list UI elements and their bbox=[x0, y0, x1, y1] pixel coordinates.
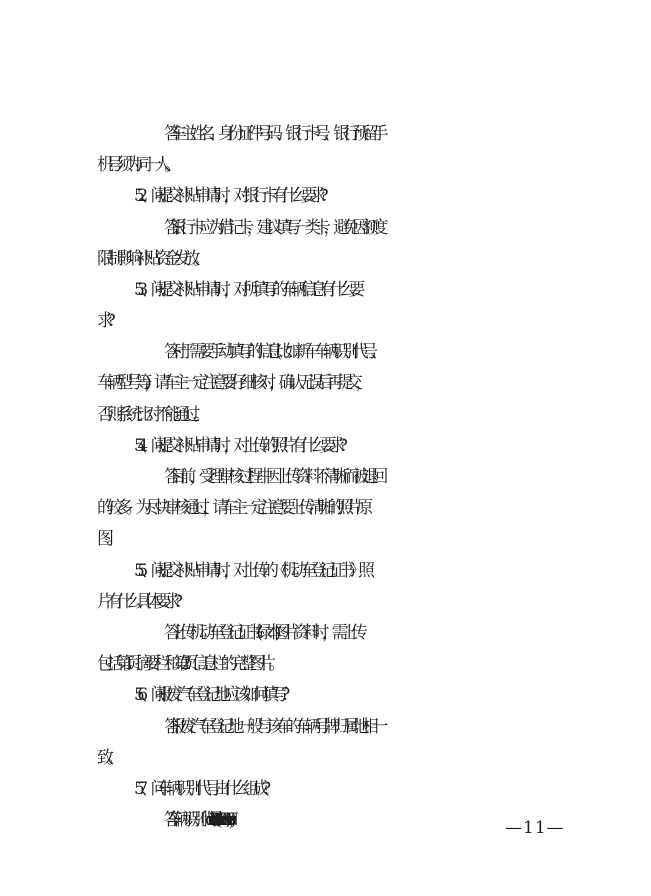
question-53-line-1: 53、问: 提交补贴申请时，对所填写的车辆信息有什么要 bbox=[134, 280, 358, 300]
answer-54-line-1: 答: 目前，受理审核过程中因上传资料不清晰而被退回 bbox=[164, 467, 382, 487]
answer-56-line-1: 答: 报废汽车登记地一般与该车的车辆号牌归属地相一 bbox=[164, 717, 382, 737]
answer-52-line-2: 限制影响补贴资金发放。 bbox=[97, 249, 203, 269]
answer-53-line-2: 车辆型号等)，请车主一定注意要仔细核对，确认无误后再提交， bbox=[97, 373, 366, 393]
answer-54-line-2: 的较多。为尽快审核通过，请车主一定注意要上传清晰的照片原 bbox=[97, 498, 366, 518]
question-56: 56、问: 报废汽车登记地应该如何填写? bbox=[134, 685, 283, 705]
answer-55-line-2: 包括第 1 页摘要栏和第 2 页信息栏的完整图片。 bbox=[97, 654, 279, 674]
question-55-line-1: 55、问: 提交补贴申请时，对上传的《机动车登记证书》照 bbox=[134, 561, 368, 581]
answer-54-line-3: 图。 bbox=[97, 529, 117, 549]
page-number: —11— bbox=[505, 818, 565, 838]
question-52: 52、问: 提交补贴申请时，对银行卡有什么要求? bbox=[134, 186, 322, 206]
question-53-line-2: 求? bbox=[97, 311, 109, 331]
answer-56-line-2: 致。 bbox=[97, 748, 117, 768]
question-54: 54、问: 提交补贴申请时，对上传的照片有什么要求? bbox=[134, 436, 341, 456]
answer-57-line-1: 答: 车辆识别代号(VehicleIdentificationNumber,VIN)， bbox=[164, 810, 237, 830]
answer-55-line-1: 答: 上传机动车登记证书(绿本)图片资料时，需上传 bbox=[164, 623, 361, 643]
answer-53-line-1: 答: 对于需要手动填写的信息(比如新车车辆识别代号、 bbox=[164, 342, 381, 362]
answer-51-line-2: 机号须为同一人。 bbox=[97, 155, 174, 175]
question-55-line-2: 片有什么具体要求? bbox=[97, 592, 176, 612]
question-57: 57、问: 车辆识别代号由什么组成? bbox=[134, 779, 264, 799]
answer-53-line-3: 否则系统比对不能通过。 bbox=[97, 405, 203, 425]
answer-52-line-1: 答: 银行卡应为借记卡，建议填写一类卡，避免因额度 bbox=[164, 218, 382, 238]
answer-51-line-1: 答: 车主姓名、身份证件号码、银行卡号、银行预留手 bbox=[164, 124, 382, 144]
